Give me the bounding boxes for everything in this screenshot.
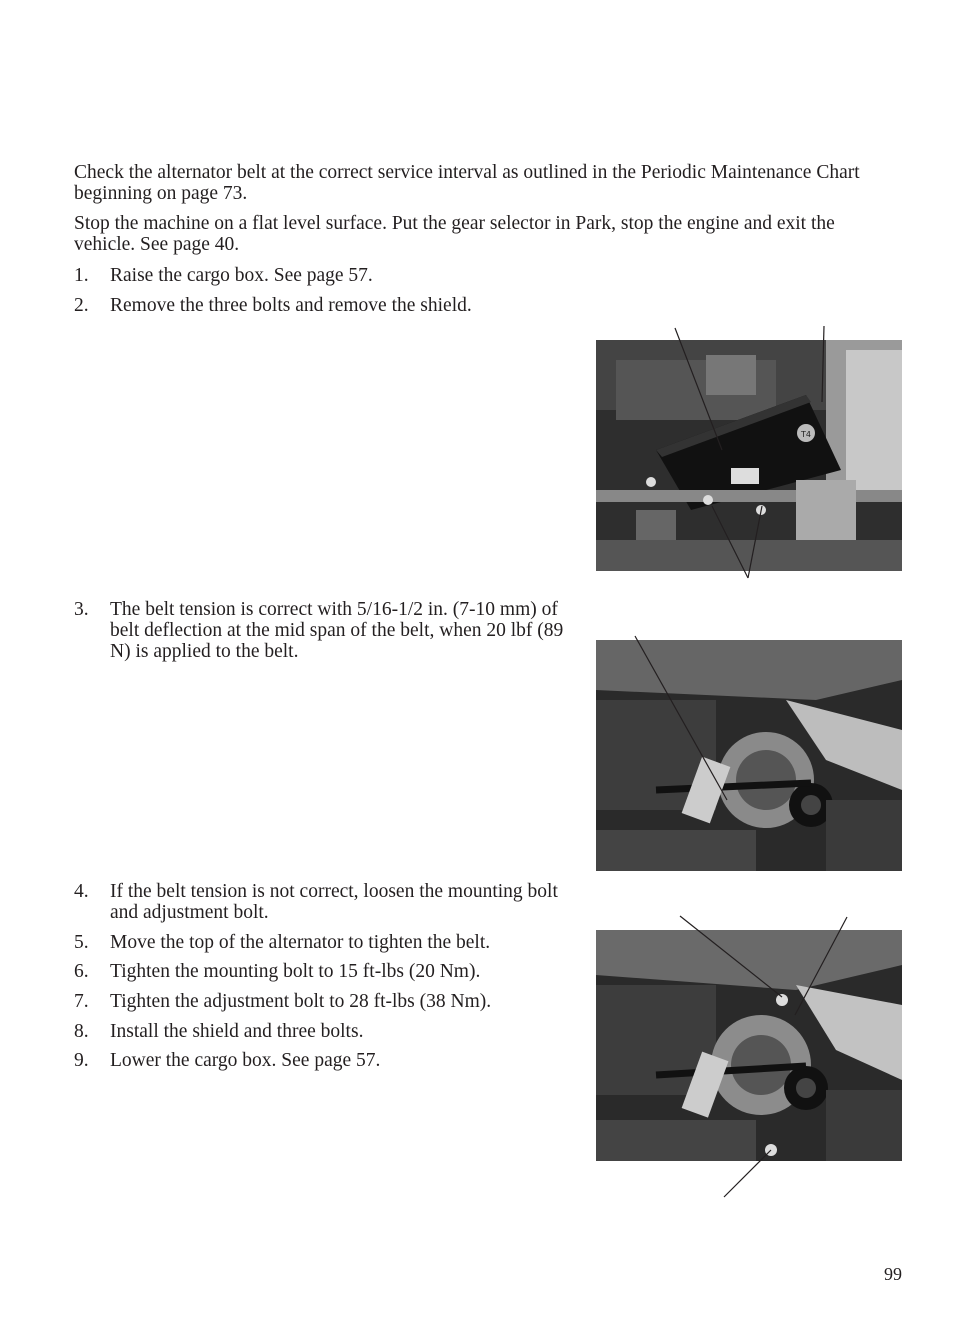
step-9 bbox=[74, 1050, 564, 1071]
step-text: Remove the three bolts and remove the shield. bbox=[110, 295, 472, 316]
step-8 bbox=[74, 1021, 564, 1042]
alternator-adjustment-photo bbox=[596, 930, 902, 1161]
step-text: Move the top of the alternator to tighten the belt. bbox=[110, 932, 491, 953]
step-3 bbox=[74, 599, 564, 662]
step-number: 1. bbox=[74, 265, 89, 286]
belt-tension-photo bbox=[596, 640, 902, 871]
step-number: 2. bbox=[74, 295, 89, 316]
step-number: 3. bbox=[74, 599, 89, 620]
step-number: 7. bbox=[74, 991, 89, 1012]
shield-photo bbox=[596, 340, 902, 571]
step-5 bbox=[74, 932, 564, 953]
step-text: Tighten the mounting bolt to 15 ft-lbs (20 Nm). bbox=[110, 961, 481, 982]
step-text: Raise the cargo box. See page 57. bbox=[110, 265, 373, 286]
step-text: If the belt tension is not correct, loosen the mounting bolt and adjustment bolt. bbox=[110, 881, 558, 923]
intro-paragraph-1: Check the alternator belt at the correct service interval as outlined in the Periodic Maintenance Chart beginning on page 73. bbox=[74, 162, 860, 204]
step-text: Install the shield and three bolts. bbox=[110, 1021, 364, 1042]
step-number: 4. bbox=[74, 881, 89, 902]
step-number: 9. bbox=[74, 1050, 89, 1071]
step-2 bbox=[74, 295, 564, 316]
step-number: 8. bbox=[74, 1021, 89, 1042]
step-number: 5. bbox=[74, 932, 89, 953]
step-number: 6. bbox=[74, 961, 89, 982]
page-number: 99 bbox=[884, 1264, 902, 1284]
intro-paragraph-2: Stop the machine on a flat level surface. Put the gear selector in Park, stop the engine and exit the vehicle. See page 40. bbox=[74, 213, 835, 255]
step-1 bbox=[74, 265, 564, 286]
step-4 bbox=[74, 881, 564, 923]
step-7 bbox=[74, 991, 564, 1012]
step-text: Tighten the adjustment bolt to 28 ft-lbs (38 Nm). bbox=[110, 991, 492, 1012]
step-6 bbox=[74, 961, 564, 982]
step-text: The belt tension is correct with 5/16-1/2 in. (7-10 mm) of belt deflection at the mid span of the belt, when 20 lbf (89 N) is applied to the belt. bbox=[110, 599, 564, 662]
shield-badge: T4 bbox=[801, 430, 811, 439]
step-text: Lower the cargo box. See page 57. bbox=[110, 1050, 381, 1071]
